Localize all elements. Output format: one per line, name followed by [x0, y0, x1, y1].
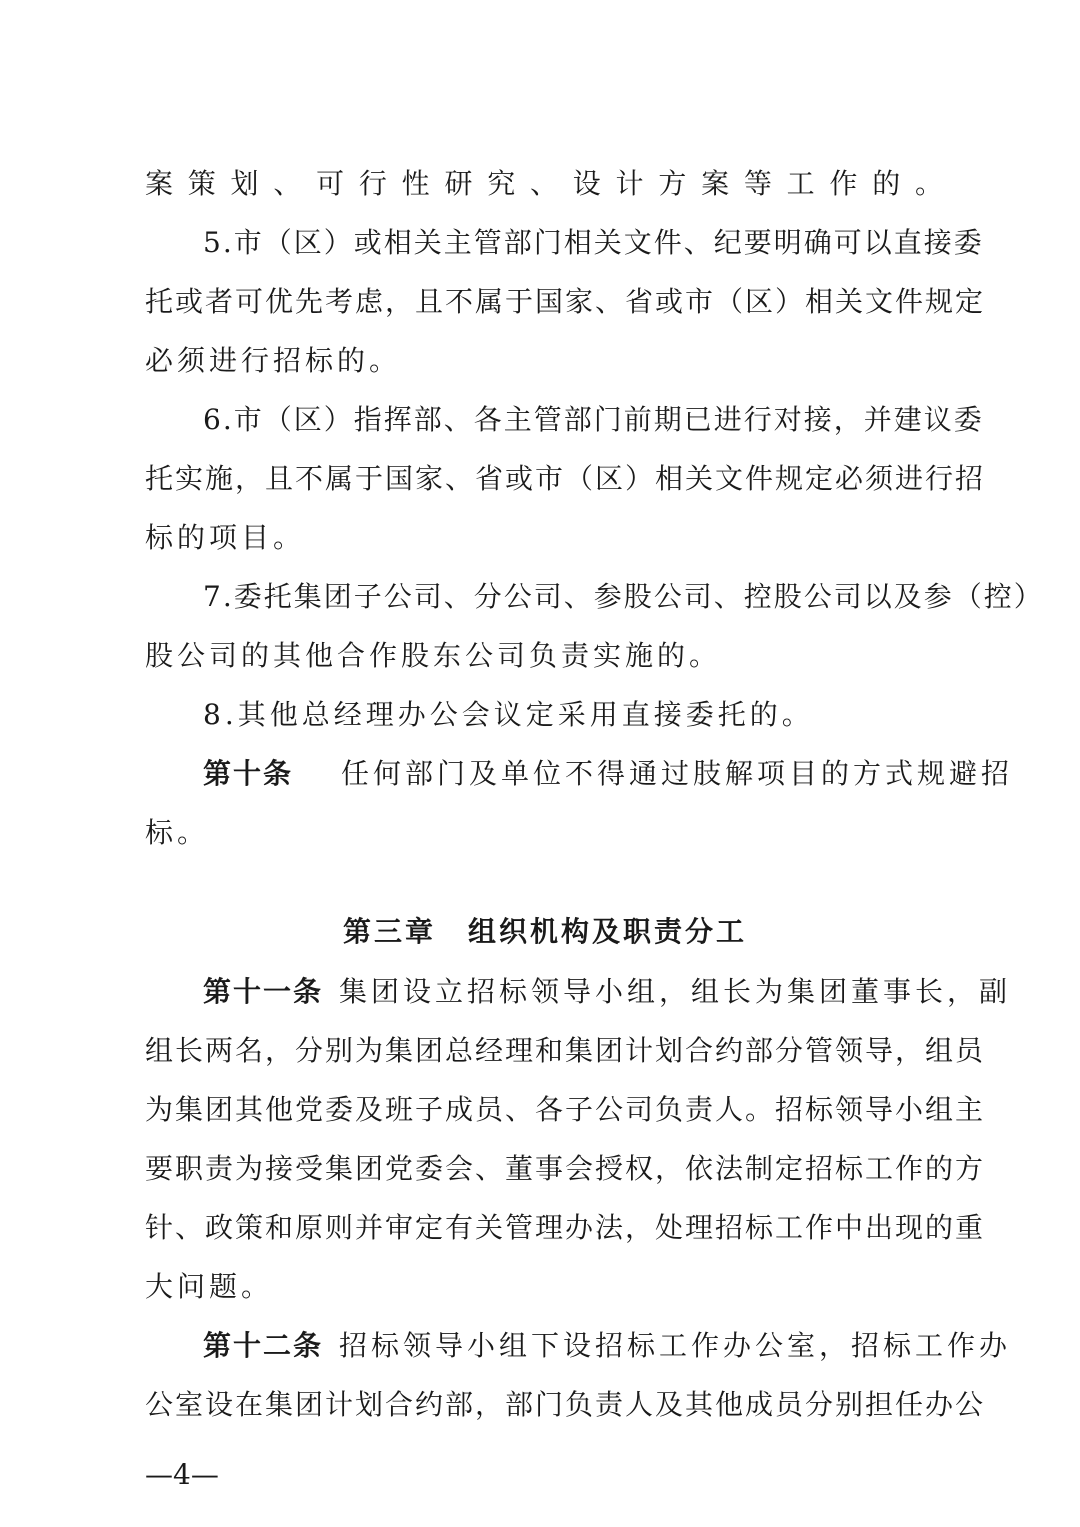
article-12	[145, 1316, 1012, 1375]
paragraph-line: 7.委托集团子公司、分公司、参股公司、控股公司以及参（控）	[203, 580, 1044, 613]
article-label: 第十条	[203, 757, 294, 790]
paragraph-line: 要职责为接受集团党委会、董事会授权，依法制定招标工作的方	[145, 1152, 986, 1185]
paragraph-line: 案策划、可行性研究、设计方案等工作的。	[145, 167, 945, 200]
paragraph-line: 组长两名，分别为集团总经理和集团计划合约部分管领导，组员	[145, 1034, 986, 1067]
paragraph-line: 6.市（区）指挥部、各主管部门前期已进行对接，并建议委	[203, 403, 984, 436]
article-label: 第十二条	[203, 1329, 324, 1362]
chapter-heading	[145, 902, 945, 962]
paragraph-line: 大问题。	[145, 1270, 274, 1303]
article-text: 集团设立招标领导小组，组长为集团董事长，副	[339, 975, 1012, 1008]
article-10	[145, 744, 1014, 803]
paragraph-line: 托或者可优先考虑，且不属于国家、省或市（区）相关文件规定	[145, 285, 986, 318]
chapter-number: 第三章	[342, 915, 436, 948]
chapter-title: 组织机构及职责分工	[468, 915, 748, 948]
article-11	[145, 962, 1012, 1021]
article-text: 招标领导小组下设招标工作办公室，招标工作办	[339, 1329, 1012, 1362]
paragraph-line: 托实施，且不属于国家、省或市（区）相关文件规定必须进行招	[145, 462, 986, 495]
paragraph-line: 针、政策和原则并审定有关管理办法，处理招标工作中出现的重	[145, 1211, 986, 1244]
article-label: 第十一条	[203, 975, 324, 1008]
article-text: 任何部门及单位不得通过肢解项目的方式规避招	[341, 757, 1014, 790]
paragraph-line: 标。	[145, 816, 210, 849]
paragraph-line: 标的项目。	[145, 521, 306, 554]
page-number: —4—	[145, 1458, 219, 1491]
document-body	[145, 154, 1044, 1434]
paragraph-line: 8.其他总经理办公会议定采用直接委托的。	[203, 698, 814, 731]
paragraph-line: 必须进行招标的。	[145, 344, 402, 377]
paragraph-line: 股公司的其他合作股东公司负责实施的。	[145, 639, 722, 672]
paragraph-line: 为集团其他党委及班子成员、各子公司负责人。招标领导小组主	[145, 1093, 986, 1126]
paragraph-line: 公室设在集团计划合约部，部门负责人及其他成员分别担任办公	[145, 1388, 986, 1421]
paragraph-line: 5.市（区）或相关主管部门相关文件、纪要明确可以直接委	[203, 226, 984, 259]
